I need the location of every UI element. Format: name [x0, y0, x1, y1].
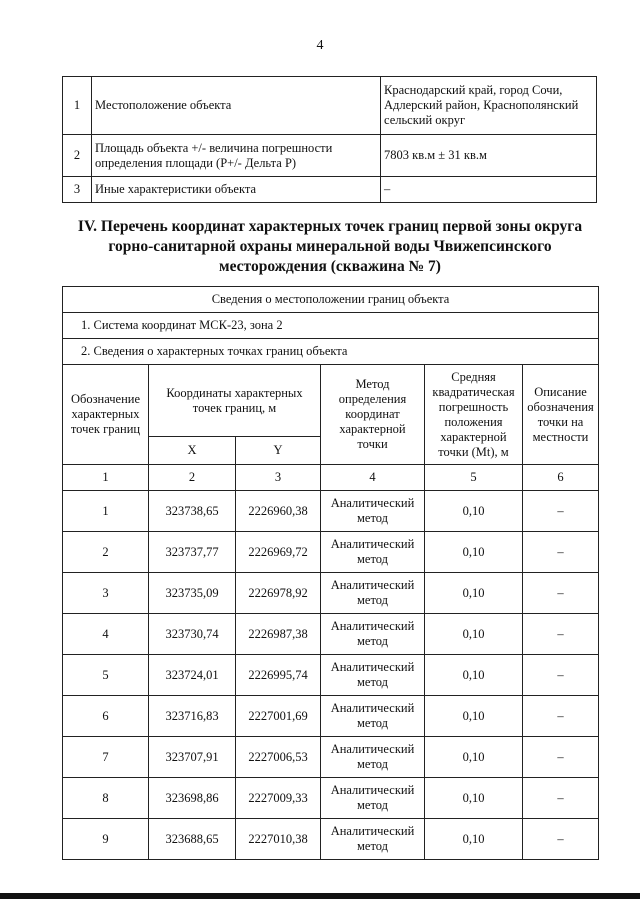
point-number: 5 [63, 655, 149, 696]
method: Аналитический метод [321, 655, 425, 696]
description: – [523, 573, 599, 614]
table-row [63, 77, 597, 135]
coord-y: 2226987,38 [236, 614, 321, 655]
table-row [63, 778, 599, 819]
error: 0,10 [425, 532, 523, 573]
description: – [523, 614, 599, 655]
error: 0,10 [425, 491, 523, 532]
error: 0,10 [425, 819, 523, 860]
characteristic-value: Краснодарский край, город Сочи, Адлерский район, Краснополянский сельский округ [381, 77, 597, 135]
method: Аналитический метод [321, 778, 425, 819]
error: 0,10 [425, 778, 523, 819]
header-method: Метод определения координат характерной точки [321, 365, 425, 465]
error: 0,10 [425, 573, 523, 614]
column-number: 6 [523, 465, 599, 491]
coord-x: 323688,65 [149, 819, 236, 860]
error: 0,10 [425, 737, 523, 778]
object-characteristics-table [62, 76, 597, 203]
method: Аналитический метод [321, 737, 425, 778]
coord-y: 2227001,69 [236, 696, 321, 737]
method: Аналитический метод [321, 614, 425, 655]
description: – [523, 778, 599, 819]
point-number: 2 [63, 532, 149, 573]
column-number: 5 [425, 465, 523, 491]
description: – [523, 491, 599, 532]
point-number: 9 [63, 819, 149, 860]
coord-x: 323707,91 [149, 737, 236, 778]
method: Аналитический метод [321, 491, 425, 532]
scan-edge [0, 893, 640, 899]
description: – [523, 819, 599, 860]
table-row [63, 614, 599, 655]
header-designation: Обозначение характерных точек границ [63, 365, 149, 465]
table-row [63, 177, 597, 203]
method: Аналитический метод [321, 532, 425, 573]
coord-x: 323735,09 [149, 573, 236, 614]
column-number: 2 [149, 465, 236, 491]
table-row [63, 696, 599, 737]
point-number: 3 [63, 573, 149, 614]
table-row [63, 655, 599, 696]
description: – [523, 655, 599, 696]
section-title: IV. Перечень координат характерных точек границ первой зоны округа горно-санитарной охраны минеральной воды Чвижепсинского месторождения (скважина № 7) [77, 218, 583, 275]
coord-x: 323698,86 [149, 778, 236, 819]
description: – [523, 532, 599, 573]
header-x: X [149, 437, 236, 465]
coord-y: 2226995,74 [236, 655, 321, 696]
error: 0,10 [425, 696, 523, 737]
row-number: 3 [63, 177, 92, 203]
row-number: 1 [63, 77, 92, 135]
characteristic-value: 7803 кв.м ± 31 кв.м [381, 135, 597, 177]
table-row [63, 491, 599, 532]
table-row [63, 532, 599, 573]
header-error: Средняя квадратическая погрешность положения характерной точки (Mt), м [425, 365, 523, 465]
error: 0,10 [425, 655, 523, 696]
characteristic-name: Иные характеристики объекта [92, 177, 381, 203]
table-row [63, 737, 599, 778]
points-section-title: 2. Сведения о характерных точках границ объекта [63, 339, 599, 365]
point-number: 1 [63, 491, 149, 532]
header-y: Y [236, 437, 321, 465]
method: Аналитический метод [321, 573, 425, 614]
table-row [63, 573, 599, 614]
coord-x: 323724,01 [149, 655, 236, 696]
column-number: 1 [63, 465, 149, 491]
point-number: 7 [63, 737, 149, 778]
error: 0,10 [425, 614, 523, 655]
coord-x: 323716,83 [149, 696, 236, 737]
characteristic-name: Площадь объекта +/- величина погрешности определения площади (P+/- Дельта P) [92, 135, 381, 177]
characteristic-name: Местоположение объекта [92, 77, 381, 135]
coordinates-table [62, 286, 599, 860]
page-number: 4 [316, 38, 324, 53]
header-description: Описание обозначения точки на местности [523, 365, 599, 465]
coord-y: 2226978,92 [236, 573, 321, 614]
coord-x: 323738,65 [149, 491, 236, 532]
coord-y: 2227009,33 [236, 778, 321, 819]
description: – [523, 696, 599, 737]
coord-x: 323730,74 [149, 614, 236, 655]
method: Аналитический метод [321, 819, 425, 860]
characteristic-value: – [381, 177, 597, 203]
column-number: 3 [236, 465, 321, 491]
method: Аналитический метод [321, 696, 425, 737]
description: – [523, 737, 599, 778]
table-caption: Сведения о местоположении границ объекта [63, 287, 599, 313]
row-number: 2 [63, 135, 92, 177]
table-row [63, 819, 599, 860]
point-number: 6 [63, 696, 149, 737]
point-number: 4 [63, 614, 149, 655]
column-number: 4 [321, 465, 425, 491]
coord-y: 2227006,53 [236, 737, 321, 778]
point-number: 8 [63, 778, 149, 819]
coord-y: 2226960,38 [236, 491, 321, 532]
table-row [63, 135, 597, 177]
coord-y: 2227010,38 [236, 819, 321, 860]
coord-x: 323737,77 [149, 532, 236, 573]
header-coordinates: Координаты характерных точек границ, м [149, 365, 321, 437]
coord-y: 2226969,72 [236, 532, 321, 573]
coordinate-system: 1. Система координат МСК-23, зона 2 [63, 313, 599, 339]
